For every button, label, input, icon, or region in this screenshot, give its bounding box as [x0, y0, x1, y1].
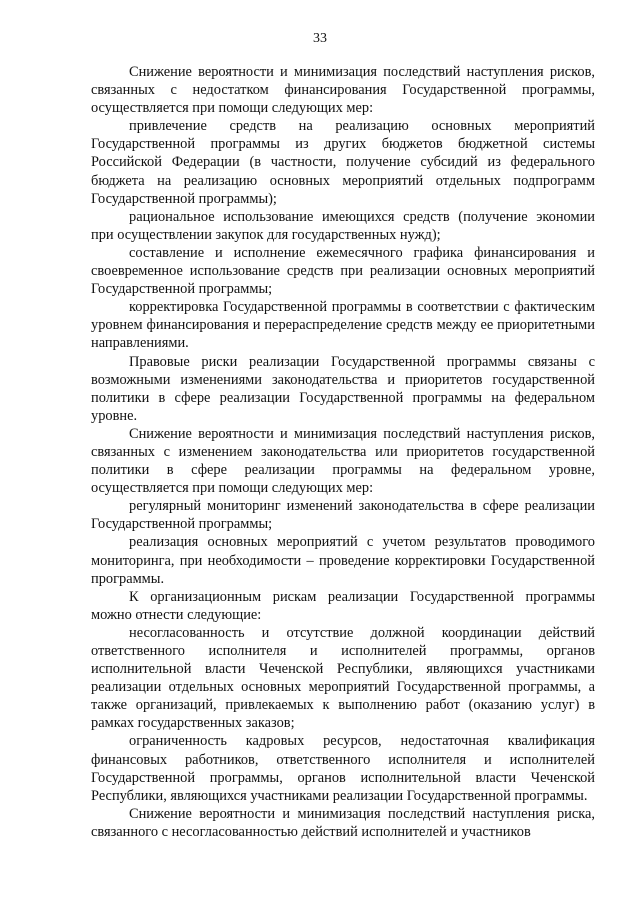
paragraph-measure-rational-use: рациональное использование имеющихся средств (получение экономии при осуществлении закупок для государственных нужд);	[91, 208, 595, 243]
paragraph-risk-mitigation-funding-intro: Снижение вероятности и минимизация последствий наступления рисков, связанных с недостатком финансирования Государственной программы, осуществляется при помощи следующих мер:	[91, 64, 595, 117]
paragraph-risk-mitigation-coordination: Снижение вероятности и минимизация последствий наступления риска, связанного с несогласованностью действий исполнителей и участников	[91, 805, 595, 840]
paragraph-measure-monitoring: регулярный мониторинг изменений законодательства в сфере реализации Государственной программы;	[91, 498, 595, 533]
paragraph-measure-attracting-funds: привлечение средств на реализацию основных мероприятий Государственной программы из других бюджетов бюджетной системы Российской Федерации (в частности, получение субсидий из федерального бюджета на реализацию основных мероприятий отдельных подпрограмм Государственной программы);	[91, 118, 595, 207]
paragraph-organizational-risks-intro: К организационным рискам реализации Государственной программы можно отнести следующие:	[91, 588, 595, 623]
paragraph-legal-risks: Правовые риски реализации Государственной программы связаны с возможными изменениями законодательства и приоритетов государственной политики в сфере реализации Государственной программы на федеральном уровне.	[91, 353, 595, 424]
document-body	[91, 63, 595, 841]
paragraph-risk-coordination: несогласованность и отсутствие должной координации действий ответственного исполнителя и исполнителей программы, органов исполнительной власти Чеченской Республики, являющихся участниками реализации отдельных основных мероприятий Государственной программы, а также организаций, привлекаемых к выполнению работ (оказанию услуг) в рамках государственных заказов;	[91, 624, 595, 732]
paragraph-measure-monthly-schedule: составление и исполнение ежемесячного графика финансирования и своевременное использование средств при реализации основных мероприятий Государственной программы;	[91, 244, 595, 298]
page-number: 33	[313, 31, 327, 46]
paragraph-measure-implementation-monitoring: реализация основных мероприятий с учетом результатов проводимого мониторинга, при необходимости – проведение корректировки Государственной программы.	[91, 534, 595, 587]
paragraph-risk-mitigation-legal-intro: Снижение вероятности и минимизация последствий наступления рисков, связанных с изменением законодательства или приоритетов государственной политики в сфере реализации программы на федеральном уровне, осуществляется при помощи следующих мер:	[91, 425, 595, 497]
paragraph-risk-staff: ограниченность кадровых ресурсов, недостаточная квалификация финансовых работников, ответственного исполнителя и исполнителей Государственной программы, органов исполнительной власти Чеченской Республики, являющихся участниками реализации Государственной программы.	[91, 733, 595, 804]
paragraph-measure-program-adjustment: корректировка Государственной программы в соответствии с фактическим уровнем финансирования и перераспределение средств между ее приоритетными направлениями.	[91, 299, 595, 352]
